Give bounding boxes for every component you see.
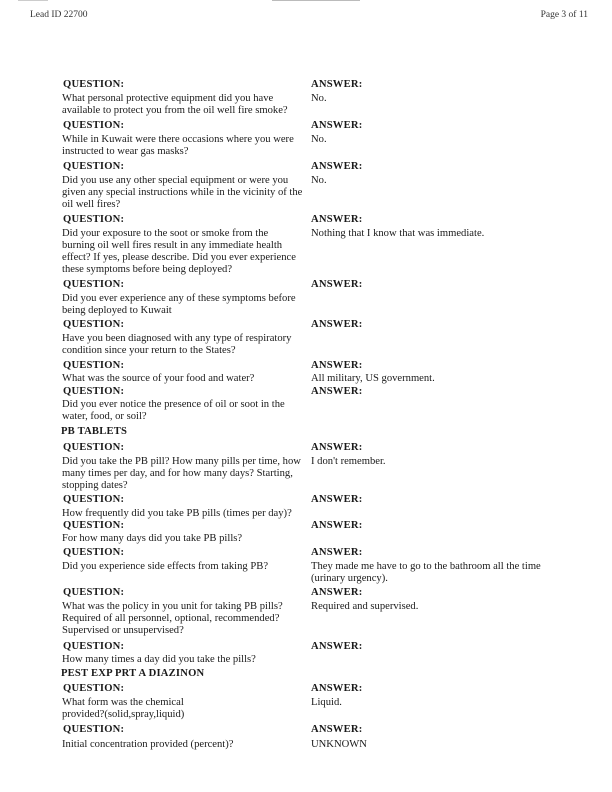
scan-artifact — [272, 0, 360, 1]
question-text: What form was the chemical — [62, 697, 184, 708]
question-text: these symptoms before being deployed? — [62, 264, 233, 275]
question-text: stopping dates? — [62, 480, 128, 491]
page-number: Page 3 of 11 — [540, 10, 588, 20]
lead-id: Lead ID 22700 — [30, 10, 88, 20]
section-heading: PB TABLETS — [61, 426, 128, 437]
question-text: How frequently did you take PB pills (times per day)? — [62, 508, 292, 519]
question-text: available to protect you from the oil well fire smoke? — [62, 105, 288, 116]
question-label: QUESTION: — [63, 442, 125, 453]
question-text: Did you ever experience any of these symptoms before — [62, 293, 296, 304]
question-label: QUESTION: — [63, 386, 125, 397]
question-text: While in Kuwait were there occasions where you were — [62, 134, 294, 145]
question-label: QUESTION: — [63, 79, 125, 90]
question-text: Initial concentration provided (percent)? — [62, 739, 234, 750]
answer-text: No. — [311, 134, 327, 145]
answer-label: ANSWER: — [311, 360, 363, 371]
question-text: What was the policy in you unit for taking PB pills? — [62, 601, 283, 612]
answer-label: ANSWER: — [311, 547, 363, 558]
question-text: Did your exposure to the soot or smoke from the — [62, 228, 269, 239]
answer-text: No. — [311, 93, 327, 104]
question-text: Did you ever notice the presence of oil or soot in the — [62, 399, 285, 410]
question-label: QUESTION: — [63, 214, 125, 225]
question-label: QUESTION: — [63, 319, 125, 330]
question-text: What personal protective equipment did you have — [62, 93, 274, 104]
section-heading: PEST EXP PRT A DIAZINON — [61, 668, 205, 679]
answer-label: ANSWER: — [311, 520, 363, 531]
question-text: given any special instructions while in the vicinity of the — [62, 187, 303, 198]
answer-text: No. — [311, 175, 327, 186]
answer-label: ANSWER: — [311, 494, 363, 505]
answer-text: They made me have to go to the bathroom all the time — [311, 561, 541, 572]
answer-label: ANSWER: — [311, 120, 363, 131]
question-label: QUESTION: — [63, 683, 125, 694]
answer-text: Required and supervised. — [311, 601, 419, 612]
answer-label: ANSWER: — [311, 79, 363, 90]
question-text: Did you experience side effects from taking PB? — [62, 561, 269, 572]
answer-label: ANSWER: — [311, 386, 363, 397]
question-label: QUESTION: — [63, 279, 125, 290]
scan-artifact — [18, 0, 48, 1]
question-text: provided?(solid,spray,liquid) — [62, 709, 185, 720]
question-text: many times per day, and for how many days? Starting, — [62, 468, 293, 479]
question-text: water, food, or soil? — [62, 411, 147, 422]
question-text: Required of all personnel, optional, recommended? — [62, 613, 280, 624]
question-label: QUESTION: — [63, 547, 125, 558]
answer-label: ANSWER: — [311, 214, 363, 225]
answer-text: I don't remember. — [311, 456, 386, 467]
question-text: How many times a day did you take the pills? — [62, 654, 256, 665]
question-text: instructed to wear gas masks? — [62, 146, 189, 157]
question-text: Supervised or unsupervised? — [62, 625, 184, 636]
question-text: condition since your return to the States? — [62, 345, 236, 356]
question-label: QUESTION: — [63, 120, 125, 131]
question-text: effect? If yes, please describe. Did you ever experience — [62, 252, 296, 263]
question-label: QUESTION: — [63, 161, 125, 172]
answer-text: All military, US government. — [311, 373, 435, 384]
question-label: QUESTION: — [63, 494, 125, 505]
question-text: Have you been diagnosed with any type of respiratory — [62, 333, 292, 344]
answer-label: ANSWER: — [311, 161, 363, 172]
answer-label: ANSWER: — [311, 279, 363, 290]
answer-text: Liquid. — [311, 697, 342, 708]
answer-text: (urinary urgency). — [311, 573, 388, 584]
question-label: QUESTION: — [63, 641, 125, 652]
answer-text: Nothing that I know that was immediate. — [311, 228, 485, 239]
question-label: QUESTION: — [63, 724, 125, 735]
question-text: oil well fires? — [62, 199, 121, 210]
question-text: For how many days did you take PB pills? — [62, 533, 243, 544]
question-label: QUESTION: — [63, 520, 125, 531]
answer-label: ANSWER: — [311, 587, 363, 598]
question-text: Did you use any other special equipment or were you — [62, 175, 289, 186]
question-text: being deployed to Kuwait — [62, 305, 172, 316]
answer-label: ANSWER: — [311, 442, 363, 453]
answer-text: UNKNOWN — [311, 739, 367, 750]
question-label: QUESTION: — [63, 360, 125, 371]
answer-label: ANSWER: — [311, 641, 363, 652]
question-text: burning oil well fires result in any immediate health — [62, 240, 283, 251]
question-text: Did you take the PB pill? How many pills per time, how — [62, 456, 301, 467]
answer-label: ANSWER: — [311, 683, 363, 694]
answer-label: ANSWER: — [311, 319, 363, 330]
question-text: What was the source of your food and water? — [62, 373, 255, 384]
question-label: QUESTION: — [63, 587, 125, 598]
answer-label: ANSWER: — [311, 724, 363, 735]
